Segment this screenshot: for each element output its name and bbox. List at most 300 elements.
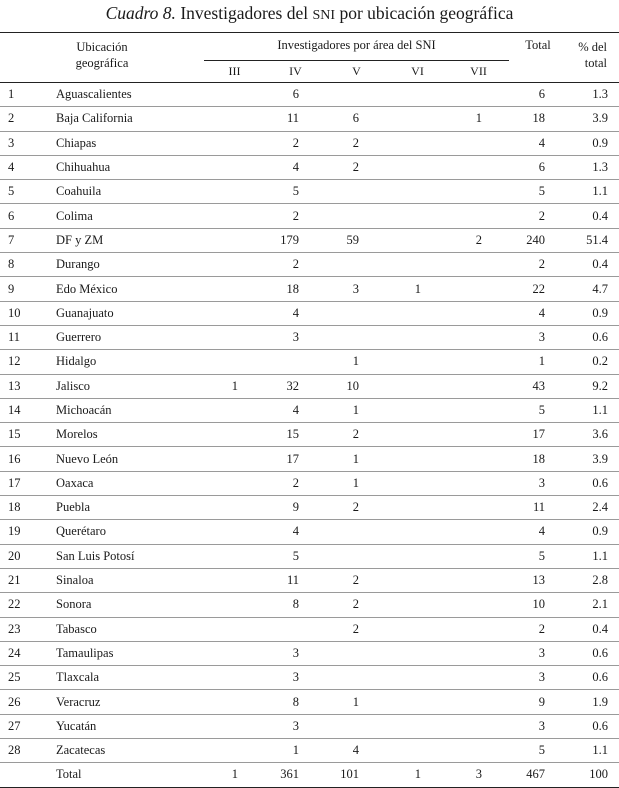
cell-pct: 0.6 (592, 475, 608, 490)
total-cell-pct: 100 (589, 767, 608, 782)
cell-pct: 3.9 (592, 111, 608, 126)
cell-vi (387, 131, 448, 155)
cell-pct: 0.9 (592, 524, 608, 539)
cell-num: 26 (8, 694, 21, 709)
table-row (0, 690, 619, 714)
cell-iii (204, 496, 265, 520)
cell-iii (204, 228, 265, 252)
cell-vi (387, 107, 448, 131)
cell-total: 17 (532, 427, 545, 442)
cell-iii (204, 520, 265, 544)
table-row (0, 471, 619, 495)
cell-v: 2 (352, 135, 359, 150)
cell-v (326, 253, 387, 277)
cell-vii (448, 253, 509, 277)
cell-num: 23 (8, 621, 21, 636)
header-area-span: Investigadores por área del SNI (204, 33, 509, 61)
cell-total: 4 (538, 135, 545, 150)
cell-pct: 3.6 (592, 427, 608, 442)
cell-num: 6 (8, 208, 15, 223)
cell-place: Chiapas (56, 135, 97, 150)
cell-pct: 1.1 (592, 743, 608, 758)
cell-iv: 5 (292, 548, 299, 563)
cell-total: 4 (538, 524, 545, 539)
cell-v (326, 520, 387, 544)
table-row (0, 398, 619, 422)
cell-vii (448, 447, 509, 471)
cell-place: Tamaulipas (56, 645, 114, 660)
cell-vi (387, 739, 448, 763)
cell-iv: 18 (286, 281, 299, 296)
cell-v: 1 (352, 403, 359, 417)
cell-place: Sinaloa (56, 573, 94, 588)
cell-vi (387, 666, 448, 690)
cell-num: 14 (8, 403, 21, 417)
cell-vii (448, 155, 509, 179)
cell-v: 1 (352, 694, 359, 709)
cell-vi (387, 496, 448, 520)
cell-vii (448, 641, 509, 665)
cell-total: 5 (538, 743, 545, 758)
cell-iii (204, 131, 265, 155)
table-row (0, 204, 619, 228)
cell-vii (448, 374, 509, 398)
cell-iii (204, 277, 265, 301)
cell-vii (448, 666, 509, 690)
cell-place: Guerrero (56, 330, 102, 345)
cell-total: 3 (538, 475, 545, 490)
total-cell-iv: 361 (280, 767, 299, 782)
cell-vii (448, 690, 509, 714)
cell-total: 11 (532, 500, 545, 515)
cell-place: San Luis Potosí (56, 548, 135, 563)
cell-total: 1 (538, 354, 545, 369)
cell-iv: 5 (292, 184, 299, 199)
total-cell-iii: 1 (231, 767, 238, 782)
table-row (0, 131, 619, 155)
cell-vii (448, 83, 509, 107)
table-row (0, 277, 619, 301)
cell-num: 9 (8, 281, 15, 296)
cell-iv: 2 (292, 257, 299, 272)
cell-v: 2 (352, 500, 359, 515)
header-area-vii: VII (470, 64, 487, 78)
cell-iv (265, 617, 326, 641)
cell-vii (448, 739, 509, 763)
cell-vii (448, 350, 509, 374)
cell-iv: 4 (292, 305, 299, 320)
cell-vii (448, 131, 509, 155)
cell-iii (204, 617, 265, 641)
cell-v: 6 (352, 111, 359, 126)
cell-num: 18 (8, 500, 21, 515)
cell-iii (204, 398, 265, 422)
cell-v: 4 (352, 743, 359, 758)
cell-place: Yucatán (56, 718, 97, 733)
cell-v: 1 (352, 475, 359, 490)
cell-iii (204, 690, 265, 714)
cell-place: Baja California (56, 111, 133, 126)
cell-total: 5 (538, 184, 545, 199)
table-row (0, 83, 619, 107)
cell-place: Oaxaca (56, 475, 94, 490)
cell-vi (387, 617, 448, 641)
cell-total: 13 (532, 573, 545, 588)
cell-iv: 4 (292, 160, 299, 175)
table-row (0, 228, 619, 252)
cell-vi (387, 350, 448, 374)
header-pct: % del total (567, 33, 619, 83)
cell-total: 2 (538, 621, 545, 636)
cell-num: 4 (8, 160, 15, 175)
header-ubicacion: Ubicación geográfica (0, 33, 204, 83)
cell-pct: 2.1 (592, 597, 608, 612)
table-header (0, 33, 619, 83)
cell-vii (448, 423, 509, 447)
cell-num: 13 (8, 378, 21, 393)
cell-v: 59 (346, 232, 359, 247)
table-row (0, 739, 619, 763)
cell-vii (448, 301, 509, 325)
cell-pct: 1.3 (592, 160, 608, 175)
cell-num: 11 (8, 330, 21, 345)
cell-num: 24 (8, 645, 21, 660)
cell-vi (387, 593, 448, 617)
cell-place: Aguascalientes (56, 87, 132, 102)
cell-total: 18 (532, 111, 545, 126)
total-cell-total: 467 (526, 767, 545, 782)
table-row (0, 641, 619, 665)
cell-vii: 1 (475, 111, 482, 126)
cell-vi: 1 (414, 281, 421, 296)
cell-iv: 11 (286, 573, 299, 588)
cell-iii (204, 471, 265, 495)
cell-iv: 3 (292, 670, 299, 685)
cell-pct: 1.1 (592, 184, 608, 199)
cell-total: 43 (532, 378, 545, 393)
cell-iii (204, 107, 265, 131)
cell-vi (387, 180, 448, 204)
cell-total: 240 (526, 232, 545, 247)
cell-place: Hidalgo (56, 354, 97, 369)
cell-iv: 17 (286, 451, 299, 466)
cell-iv: 4 (292, 403, 299, 417)
cell-vi (387, 228, 448, 252)
table-row (0, 496, 619, 520)
cell-v: 10 (346, 378, 359, 393)
cell-iii (204, 204, 265, 228)
cell-iii (204, 301, 265, 325)
table-row (0, 180, 619, 204)
table-row (0, 374, 619, 398)
header-area-iv: IV (289, 64, 302, 78)
cell-iv: 15 (286, 427, 299, 442)
cell-vi (387, 520, 448, 544)
cell-v (326, 180, 387, 204)
cell-v (326, 666, 387, 690)
table-row (0, 107, 619, 131)
total-cell-vi: 1 (414, 767, 421, 782)
cell-place: Zacatecas (56, 743, 106, 758)
title-sni: SNI (312, 8, 336, 23)
cell-pct: 51.4 (586, 232, 608, 247)
table-row (0, 544, 619, 568)
cell-pct: 0.6 (592, 645, 608, 660)
cell-total: 5 (538, 548, 545, 563)
cell-num: 1 (8, 87, 15, 102)
table-body (0, 83, 619, 788)
cell-iv: 3 (292, 330, 299, 345)
cell-total: 3 (538, 670, 545, 685)
cell-num: 16 (8, 451, 21, 466)
cell-vi (387, 325, 448, 349)
cell-iv: 8 (292, 597, 299, 612)
cell-v (326, 325, 387, 349)
cell-num: 25 (8, 670, 21, 685)
table-row (0, 568, 619, 592)
cell-total: 2 (538, 208, 545, 223)
cell-place: Guanajuato (56, 305, 114, 320)
cell-place: Edo México (56, 281, 118, 296)
cell-v: 1 (352, 451, 359, 466)
cell-iv: 2 (292, 135, 299, 150)
cell-total: 9 (538, 694, 545, 709)
cell-vi (387, 641, 448, 665)
cell-iv (265, 350, 326, 374)
cell-num: 8 (8, 257, 15, 272)
cell-num: 7 (8, 232, 15, 247)
cell-total: 10 (532, 597, 545, 612)
cell-iii (204, 641, 265, 665)
cell-total: 6 (538, 87, 545, 102)
cell-v: 2 (352, 621, 359, 636)
table-row (0, 155, 619, 179)
cell-vii (448, 398, 509, 422)
cell-iv: 3 (292, 718, 299, 733)
cell-num: 22 (8, 597, 21, 612)
cell-vi (387, 544, 448, 568)
cell-place: Nuevo León (56, 451, 119, 466)
researchers-table (0, 32, 619, 788)
cell-pct: 0.2 (592, 354, 608, 369)
cell-num: 21 (8, 573, 21, 588)
cell-num: 12 (8, 354, 21, 369)
cell-pct: 0.4 (592, 257, 608, 272)
cell-num: 15 (8, 427, 21, 442)
table-row (0, 617, 619, 641)
cell-iii (204, 568, 265, 592)
total-row (0, 763, 619, 787)
cell-total: 3 (538, 330, 545, 345)
cell-iv: 11 (286, 111, 299, 126)
cell-iii (204, 155, 265, 179)
cell-pct: 0.6 (592, 330, 608, 345)
cell-place: DF y ZM (56, 232, 104, 247)
cell-num: 3 (8, 135, 15, 150)
cell-iii (204, 83, 265, 107)
cell-num: 2 (8, 111, 15, 126)
cell-total: 3 (538, 645, 545, 660)
cell-v (326, 204, 387, 228)
cell-iv: 2 (292, 475, 299, 490)
cell-v (326, 301, 387, 325)
cell-vii (448, 520, 509, 544)
cell-vii (448, 277, 509, 301)
cell-v: 2 (352, 160, 359, 175)
cell-place: Colima (56, 208, 93, 223)
cell-iii: 1 (231, 378, 238, 393)
cell-vii (448, 617, 509, 641)
cell-vii (448, 496, 509, 520)
cell-vii: 2 (475, 232, 482, 247)
cell-vi (387, 253, 448, 277)
cell-v: 2 (352, 427, 359, 442)
cell-place: Durango (56, 257, 100, 272)
cell-total: 6 (538, 160, 545, 175)
cell-num: 10 (8, 305, 21, 320)
cell-vi (387, 155, 448, 179)
cell-num: 17 (8, 475, 21, 490)
cell-num: 20 (8, 548, 21, 563)
cell-pct: 0.6 (592, 670, 608, 685)
header-area-vi: VI (411, 64, 424, 78)
cell-vii (448, 544, 509, 568)
cell-iv: 2 (292, 208, 299, 223)
title-text-after: por ubicación geográfica (339, 3, 514, 23)
cell-vi (387, 447, 448, 471)
cell-pct: 0.9 (592, 305, 608, 320)
cell-iv: 1 (292, 743, 299, 758)
cell-v (326, 544, 387, 568)
cell-vi (387, 471, 448, 495)
table-row (0, 350, 619, 374)
table-row (0, 253, 619, 277)
cell-total: 18 (532, 451, 545, 466)
cell-pct: 9.2 (592, 378, 608, 393)
table-row (0, 666, 619, 690)
cell-place: Querétaro (56, 524, 106, 539)
cell-place: Veracruz (56, 694, 101, 709)
cell-iii (204, 253, 265, 277)
cell-v: 2 (352, 573, 359, 588)
cell-num: 27 (8, 718, 21, 733)
cell-vi (387, 301, 448, 325)
cell-v (326, 83, 387, 107)
cell-vii (448, 568, 509, 592)
cell-vii (448, 714, 509, 738)
cell-v (326, 714, 387, 738)
cell-v: 3 (352, 281, 359, 296)
cell-vi (387, 423, 448, 447)
cell-pct: 3.9 (592, 451, 608, 466)
cell-place: Chihuahua (56, 160, 111, 175)
cell-place: Michoacán (56, 403, 112, 417)
cell-total: 22 (532, 281, 545, 296)
cell-pct: 1.1 (592, 403, 608, 417)
table-row (0, 714, 619, 738)
header-area-v: V (352, 64, 361, 78)
cell-vii (448, 180, 509, 204)
cell-iii (204, 739, 265, 763)
cell-iv: 32 (286, 378, 299, 393)
total-cell-vii: 3 (475, 767, 482, 782)
cell-num: 19 (8, 524, 21, 539)
cell-pct: 2.8 (592, 573, 608, 588)
cell-iv: 179 (280, 232, 299, 247)
cell-vi (387, 83, 448, 107)
cell-pct: 0.9 (592, 135, 608, 150)
cell-iv: 3 (292, 645, 299, 660)
cell-num: 5 (8, 184, 15, 199)
cell-place: Morelos (56, 427, 98, 442)
cell-blank (0, 763, 52, 787)
cell-pct: 0.4 (592, 621, 608, 636)
cell-vii (448, 325, 509, 349)
table-row (0, 593, 619, 617)
cell-v: 1 (352, 354, 359, 369)
cell-iv: 9 (292, 500, 299, 515)
table-row (0, 520, 619, 544)
cell-iv: 4 (292, 524, 299, 539)
total-cell-label: Total (56, 767, 82, 782)
cell-iv: 6 (292, 87, 299, 102)
cell-vi (387, 204, 448, 228)
cell-vi (387, 398, 448, 422)
cell-pct: 1.9 (592, 694, 608, 709)
total-cell-v: 101 (340, 767, 359, 782)
cell-vi (387, 690, 448, 714)
cell-pct: 0.4 (592, 208, 608, 223)
cell-place: Tabasco (56, 621, 97, 636)
cell-vii (448, 471, 509, 495)
cell-iii (204, 666, 265, 690)
cell-pct: 2.4 (592, 500, 608, 515)
cell-place: Tlaxcala (56, 670, 100, 685)
cell-iii (204, 325, 265, 349)
cell-place: Coahuila (56, 184, 102, 199)
cell-total: 4 (538, 305, 545, 320)
table-row (0, 447, 619, 471)
cell-iv: 8 (292, 694, 299, 709)
cell-pct: 0.6 (592, 718, 608, 733)
cell-iii (204, 593, 265, 617)
cell-iii (204, 180, 265, 204)
cell-v (326, 641, 387, 665)
cell-vi (387, 568, 448, 592)
table-row (0, 325, 619, 349)
cell-place: Puebla (56, 500, 91, 515)
header-total: Total (509, 33, 567, 83)
cell-place: Sonora (56, 597, 92, 612)
cell-iii (204, 350, 265, 374)
cell-pct: 1.3 (592, 87, 608, 102)
table-caption: Cuadro 8. (105, 3, 176, 23)
cell-pct: 1.1 (592, 548, 608, 563)
cell-total: 2 (538, 257, 545, 272)
cell-place: Jalisco (56, 378, 91, 393)
title-text-before: Investigadores del (180, 3, 309, 23)
cell-iii (204, 544, 265, 568)
cell-total: 3 (538, 718, 545, 733)
cell-vii (448, 593, 509, 617)
cell-num: 28 (8, 743, 21, 758)
table-row (0, 301, 619, 325)
cell-iii (204, 423, 265, 447)
table-title (0, 2, 619, 27)
cell-v: 2 (352, 597, 359, 612)
header-area-iii: III (228, 64, 241, 78)
cell-iii (204, 447, 265, 471)
